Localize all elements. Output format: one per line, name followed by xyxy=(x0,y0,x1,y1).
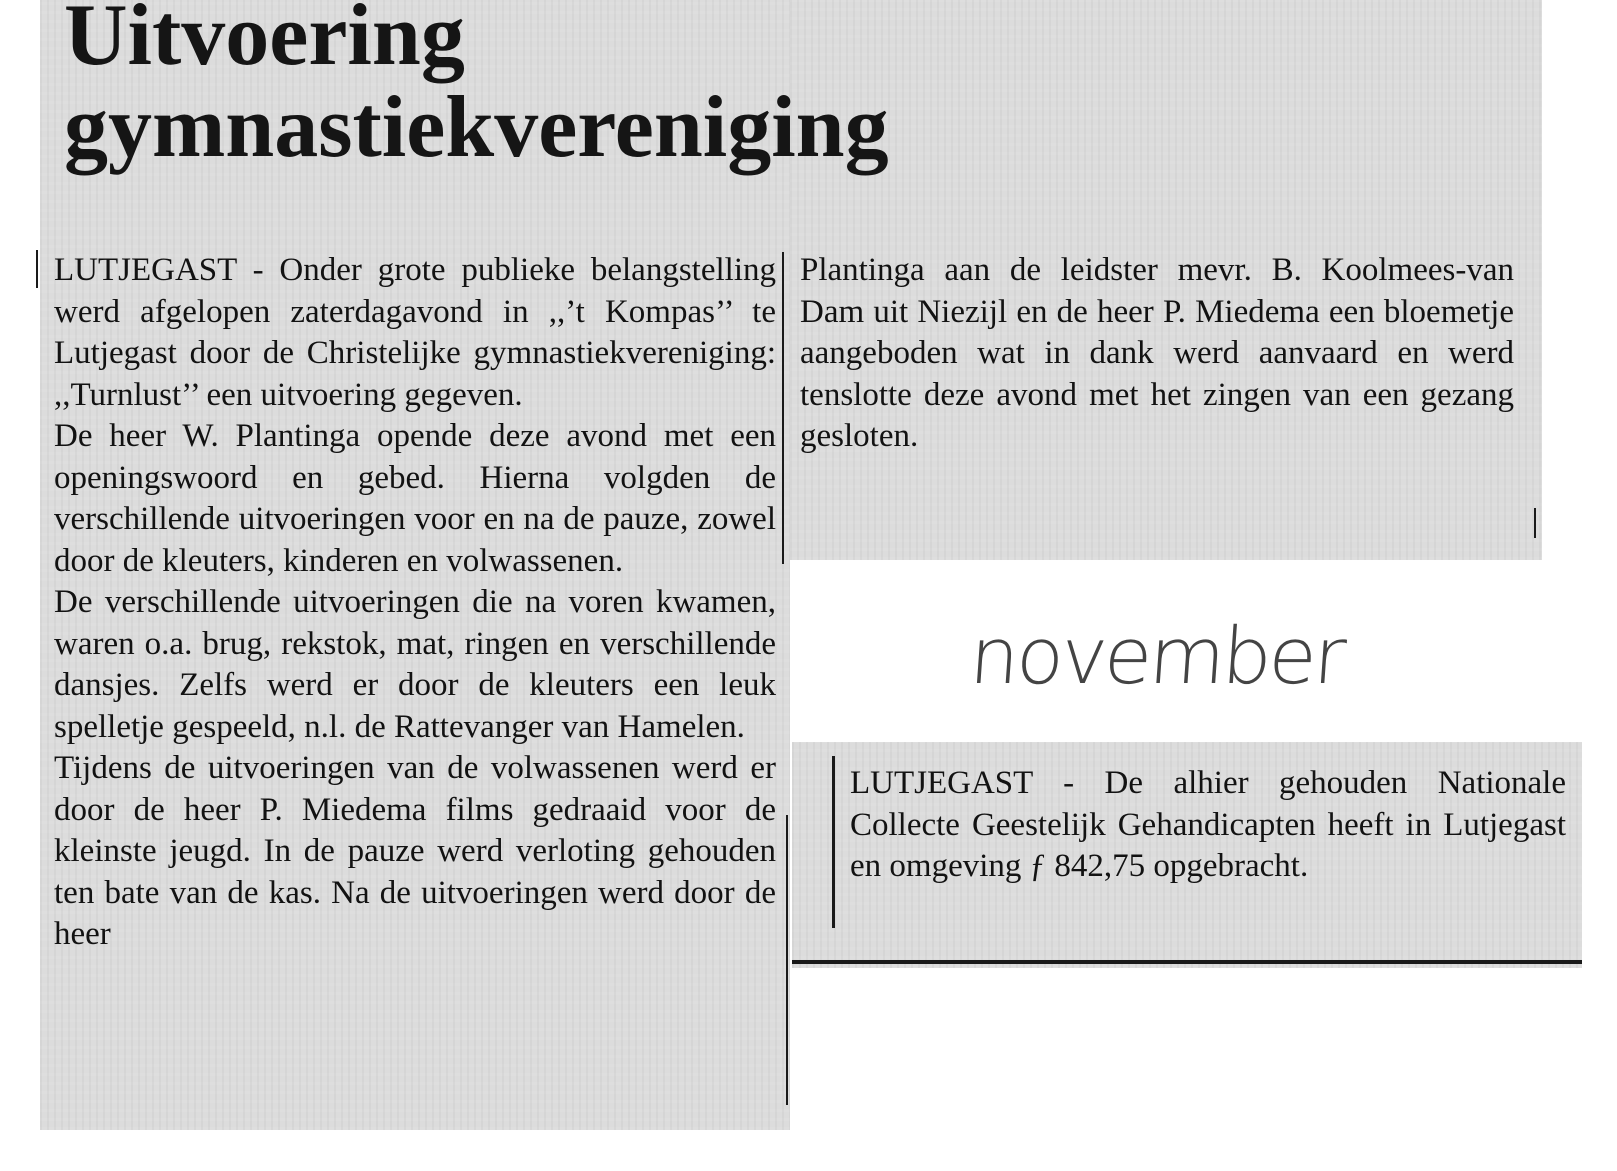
headline xyxy=(64,0,889,174)
collecte-notice xyxy=(850,763,1566,888)
article-left-column xyxy=(54,250,776,956)
left-margin-rule xyxy=(36,250,38,288)
article-right-column xyxy=(800,250,1514,458)
column-divider xyxy=(782,252,784,564)
article-paragraph: Plantinga aan de leidster mevr. B. Koolmees-van Dam uit Niezijl en de heer P. Miedema een bloemetje aangeboden wat in dank werd aanvaard en werd tenslotte deze avond met het zingen van een gezang gesloten. xyxy=(800,252,1514,454)
headline-line-1: Uitvoering xyxy=(64,0,465,84)
article-paragraph: De verschillende uitvoeringen die na voren kwamen, waren o.a. brug, rekstok, mat, ringen en verschillende dansjes. Zelfs werd er door de kleuters een leuk spelletje gespeeld, n.l. de Rattevanger van Hamelen. xyxy=(54,584,776,745)
headline-line-2: gymnastiekvereniging xyxy=(64,79,889,176)
notice-left-rule xyxy=(832,756,835,928)
article-paragraph: Tijdens de uitvoeringen van de volwassenen werd er door de heer P. Miedema films gedraaid voor de kleinste jeugd. In de pauze werd verloting gehouden ten bate van de kas. Na de uitvoeringen werd door de heer xyxy=(54,750,776,952)
handwritten-month-note: november xyxy=(966,612,1347,702)
right-end-rule xyxy=(1534,508,1536,538)
article-paragraph: De heer W. Plantinga opende deze avond met een openingswoord en gebed. Hierna volgden de verschillende uitvoeringen voor en na de pauze, zowel door de kleuters, kinderen en volwassenen. xyxy=(54,418,776,579)
notice-text: LUTJEGAST - De alhier gehouden Nationale Collecte Geestelijk Gehandicapten heeft in Lutjegast en omgeving ƒ 842,75 opgebracht. xyxy=(850,765,1566,884)
notice-bottom-rule xyxy=(792,960,1582,964)
column-divider-lower xyxy=(786,815,788,1105)
article-paragraph: LUTJEGAST - Onder grote publieke belangstelling werd afgelopen zaterdagavond in ,,’t Kompas’’ te Lutjegast door de Christelijke gymnastiekvereniging: ,,Turnlust’’ een uitvoering gegeven. xyxy=(54,252,776,413)
